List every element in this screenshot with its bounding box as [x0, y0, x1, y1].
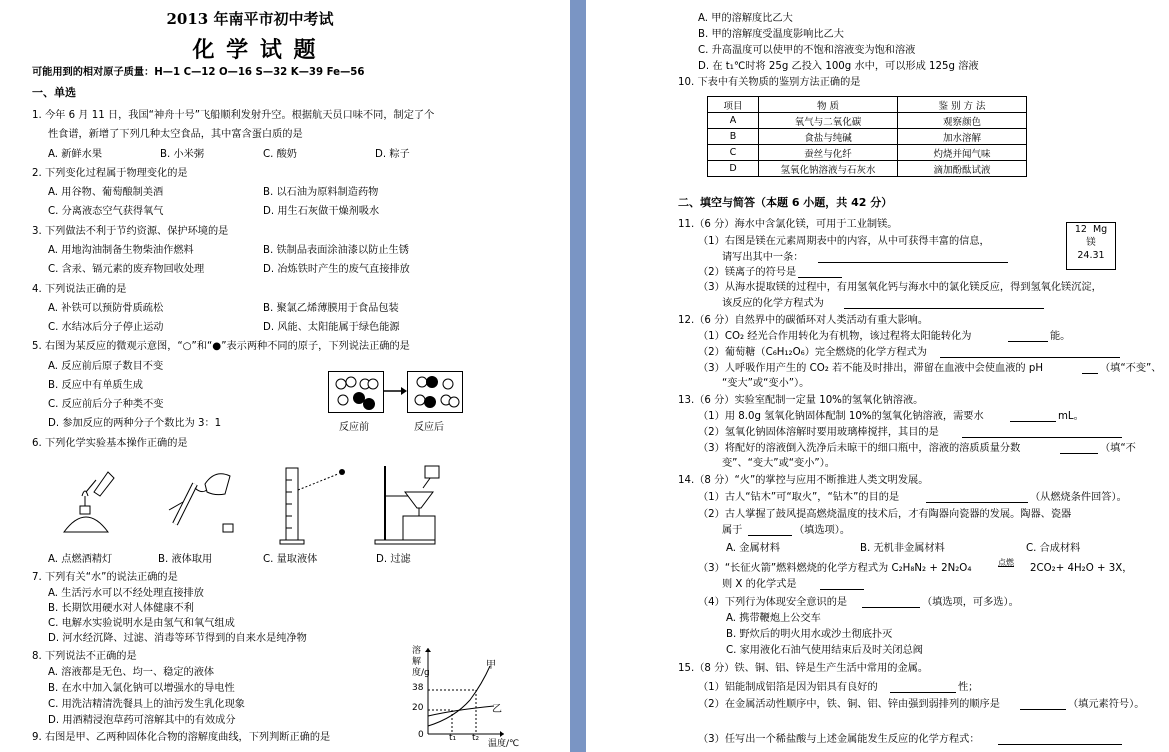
reaction-before-box [328, 371, 384, 413]
q14-part2-option-c: C. 合成材料 [1026, 543, 1081, 554]
q15-part3: （3）任写出一个稀盐酸与上述金属能发生反应的化学方程式： [698, 734, 980, 745]
q5-option-a: A. 反应前后原子数目不变 [48, 361, 164, 372]
q14-part3-products: 2CO₂+ 4H₂O + 3X， [1030, 563, 1133, 574]
q1-stem: 1. 今年 6 月 11 日，我国“神舟十号”飞船顺利发射升空。根据航天员口味不同，制定了个 [32, 110, 435, 121]
q2-option-d: D. 用生石灰做干燥剂吸水 [263, 206, 380, 217]
q8-option-b: B. 在水中加入氯化钠可以增强水的导电性 [48, 683, 235, 694]
element-symbol: Mg [1092, 224, 1108, 235]
q15-part1-end: 性； [958, 682, 979, 693]
q12-part3-blank[interactable] [1082, 362, 1098, 374]
q14-part4-option-c: C. 家用液化石油气使用结束后及时关闭总阀 [726, 645, 923, 656]
q13-part1: （1）用 8.0g 氢氧化钠固体配制 10%的氢氧化钠溶液，需要水 [698, 411, 984, 422]
q12-part2: （2）葡萄糖（C₆H₁₂O₆）完全燃烧的化学方程式为 [698, 347, 927, 358]
q2-stem: 2. 下列变化过程属于物理变化的是 [32, 168, 188, 179]
q6-stem: 6. 下列化学实验基本操作正确的是 [32, 438, 188, 449]
q14-part2-prompt: 属于 [722, 525, 743, 536]
q14-part2: （2）古人掌握了鼓风提高燃烧温度的技术后，才有陶器向瓷器的发展。陶器、瓷器 [698, 509, 1072, 520]
q2-option-b: B. 以石油为原料制造药物 [263, 187, 379, 198]
q11-part1-prompt: 请写出其中一条： [722, 252, 804, 263]
q5-stem: 5. 右图为某反应的微观示意图，“○”和“●”表示两种不同的原子，下列说法正确的是 [32, 341, 410, 352]
table-cell: 食盐与纯碱 [759, 129, 898, 145]
q13-part3-options: （填“不 [1100, 443, 1136, 454]
q12-part1-end: 能。 [1050, 331, 1071, 342]
q11-part1-blank[interactable] [818, 251, 1008, 263]
test-tube-pouring-icon [155, 464, 245, 544]
q4-option-d: D. 风能、太阳能属于绿色能源 [263, 322, 400, 333]
q1-option-b: B. 小米粥 [160, 149, 205, 160]
q15-part3-blank[interactable] [998, 733, 1122, 745]
q12-stem: 12.（6 分）自然界中的碳循环对人类活动有重大影响。 [678, 315, 929, 326]
table-row [708, 129, 1027, 145]
table-cell: 加水溶解 [898, 129, 1027, 145]
q13-part3: （3）将配好的溶液倒入洗净后未晾干的细口瓶中，溶液的溶质质量分数 [698, 443, 1021, 454]
table-row [708, 145, 1027, 161]
chart-series-yi-label: 乙 [492, 704, 502, 715]
q15-part1-blank[interactable] [890, 681, 956, 693]
exam-subject-title: 化 学 试 题 [192, 37, 318, 63]
element-number: 12 [1074, 224, 1087, 235]
q14-part2-option-a: A. 金属材料 [726, 543, 781, 554]
q12-part3: （3）人呼吸作用产生的 CO₂ 若不能及时排出，滞留在血液中会使血液的 pH [698, 363, 1043, 374]
table-cell: D [708, 161, 759, 177]
left-page [0, 0, 570, 752]
q14-part2-option-b: B. 无机非金属材料 [860, 543, 945, 554]
q3-option-b: B. 铁制品表面涂油漆以防止生锈 [263, 245, 409, 256]
q14-part3: （3）“长征火箭”燃料燃烧的化学方程式为 C₂H₈N₂ + 2N₂O₄ [698, 563, 972, 574]
table-cell: 观察颜色 [898, 113, 1027, 129]
q4-option-a: A. 补铁可以预防骨质疏松 [48, 303, 164, 314]
q3-option-d: D. 冶炼铁时产生的废气直接排放 [263, 264, 410, 275]
q8-option-a: A. 溶液都是无色、均一、稳定的液体 [48, 667, 215, 678]
q13-part1-blank[interactable] [1010, 410, 1056, 422]
atomic-mass-line: 可能用到的相对原子质量：H—1 C—12 O—16 S—32 K—39 Fe—56 [32, 67, 365, 78]
q4-option-b: B. 聚氯乙烯薄膜用于食品包装 [263, 303, 399, 314]
product-molecules-icon [408, 372, 462, 412]
chart-tick-t2: t₂ [472, 733, 480, 743]
table-cell: 滴加酚酞试液 [898, 161, 1027, 177]
table-cell: A [708, 113, 759, 129]
reactant-molecules-icon [329, 372, 383, 412]
q9-option-a: A. 甲的溶解度比乙大 [698, 13, 793, 24]
section-two-heading: 二、填空与简答（本题 6 小题，共 42 分） [678, 196, 893, 209]
q11-part3: （3）从海水提取镁的过程中，有用氢氧化钙与海水中的氯化镁反应，得到氢氧化镁沉淀， [698, 282, 1102, 293]
magnesium-element-card [1066, 222, 1116, 270]
q3-option-c: C. 含汞、镉元素的废弃物回收处理 [48, 264, 205, 275]
q6-option-d: D. 过滤 [376, 554, 411, 565]
q14-part4-hint: （填选项，可多选）。 [922, 597, 1019, 608]
filtration-stand-icon [375, 466, 455, 546]
q1-option-a: A. 新鲜水果 [48, 149, 103, 160]
q8-option-d: D. 用酒精浸泡草药可溶解其中的有效成分 [48, 715, 236, 726]
chart-series-jia-label: 甲 [486, 660, 496, 671]
q15-part2-hint: （填元素符号）。 [1068, 699, 1145, 710]
q14-part4-blank[interactable] [862, 596, 920, 608]
q9-stem: 9. 右图是甲、乙两种固体化合物的溶解度曲线，下列判断正确的是 [32, 732, 331, 743]
chart-tick-38: 38 [412, 683, 424, 693]
chart-tick-origin: 0 [418, 730, 424, 740]
reaction-arrow-icon [383, 386, 407, 396]
q3-option-a: A. 用地沟油制备生物柴油作燃料 [48, 245, 194, 256]
q11-part2-blank[interactable] [798, 266, 842, 278]
q15-stem: 15.（8 分）铁、铜、铝、锌是生产生活中常用的金属。 [678, 663, 929, 674]
table-header-row [708, 97, 1027, 113]
q7-option-a: A. 生活污水可以不经处理直接排放 [48, 588, 204, 599]
q14-part3-blank[interactable] [820, 578, 864, 590]
table-header-cell: 鉴 别 方 法 [898, 97, 1027, 113]
table-cell: 蚕丝与化纤 [759, 145, 898, 161]
reaction-after-box [407, 371, 463, 413]
q3-stem: 3. 下列做法不利于节约资源、保护环境的是 [32, 226, 229, 237]
chart-y-label: 溶解度/g [412, 646, 430, 678]
q1-stem-cont: 性食谱，新增了下列几种太空食品，其中富含蛋白质的是 [48, 129, 303, 140]
q13-stem: 13.（6 分）实验室配制一定量 10%的氢氧化钠溶液。 [678, 395, 924, 406]
q11-part2: （2）镁离子的符号是 [698, 267, 797, 278]
q9-option-d: D. 在 t₁℃时将 25g 乙投入 100g 水中，可以形成 125g 溶液 [698, 61, 979, 72]
q13-part2-blank[interactable] [962, 426, 1122, 438]
table-header-cell: 物 质 [759, 97, 898, 113]
chart-tick-20: 20 [412, 703, 424, 713]
q4-option-c: C. 水结冰后分子停止运动 [48, 322, 164, 333]
q14-stem: 14.（8 分）“火”的掌控与应用不断推进人类文明发展。 [678, 475, 929, 486]
q5-option-b: B. 反应中有单质生成 [48, 380, 143, 391]
q15-part1: （1）铝能制成铝箔是因为铝具有良好的 [698, 682, 878, 693]
q11-part3-blank[interactable] [844, 297, 1044, 309]
table-header-cell: 项目 [708, 97, 759, 113]
q7-option-d: D. 河水经沉降、过滤、消毒等环节得到的自来水是纯净物 [48, 633, 307, 644]
q2-option-c: C. 分离液态空气获得氧气 [48, 206, 164, 217]
chart-x-label: 温度/℃ [488, 739, 520, 749]
q6-option-b: B. 液体取用 [158, 554, 213, 565]
q14-part4: （4）下列行为体现安全意识的是 [698, 597, 848, 608]
q13-part2: （2）氢氧化钠固体溶解时要用玻璃棒搅拌，其目的是 [698, 427, 939, 438]
q14-part4-option-a: A. 携带鞭炮上公交车 [726, 613, 821, 624]
series-yi-curve [428, 706, 494, 716]
q14-part1-blank[interactable] [926, 491, 1028, 503]
q11-part1: （1）右图是镁在元素周期表中的内容，从中可获得丰富的信息， [698, 236, 990, 247]
q13-part3-blank[interactable] [1060, 442, 1098, 454]
table-cell: 灼烧并闻气味 [898, 145, 1027, 161]
section-one-heading: 一、单选 [32, 86, 76, 99]
q5-option-d: D. 参加反应的两种分子个数比为 3：1 [48, 418, 222, 429]
q15-part2-blank[interactable] [1020, 698, 1066, 710]
q13-part1-unit: mL。 [1058, 411, 1084, 422]
q9-option-b: B. 甲的溶解度受温度影响比乙大 [698, 29, 844, 40]
graduated-cylinder-icon [276, 468, 366, 548]
q14-part4-option-b: B. 野炊后的明火用水或沙土彻底扑灭 [726, 629, 893, 640]
q1-option-d: D. 粽子 [375, 149, 410, 160]
q11-stem: 11.（6 分）海水中含氯化镁，可用于工业制镁。 [678, 219, 898, 230]
q1-option-c: C. 酸奶 [263, 149, 297, 160]
alcohol-lamp-icon [56, 462, 116, 542]
page-gutter [570, 0, 586, 752]
q10-stem: 10. 下表中有关物质的鉴别方法正确的是 [678, 77, 861, 88]
table-row [708, 161, 1027, 177]
q10-table [707, 96, 1027, 177]
series-jia-curve [428, 666, 490, 726]
table-cell: B [708, 129, 759, 145]
q11-part3-prompt: 该反应的化学方程式为 [722, 298, 824, 309]
right-page [586, 0, 1169, 752]
q12-part1-blank[interactable] [1008, 330, 1048, 342]
q6-option-c: C. 量取液体 [263, 554, 318, 565]
q13-part3-options-cont: 变”、“变大”或“变小”）。 [722, 458, 835, 469]
q14-part2-blank[interactable] [748, 524, 792, 536]
q14-part3-prompt: 则 X 的化学式是 [722, 579, 797, 590]
q12-part2-blank[interactable] [940, 346, 1120, 358]
q12-part3-options: （填“不变”、 [1100, 363, 1162, 374]
q7-stem: 7. 下列有关“水”的说法正确的是 [32, 572, 178, 583]
q9-option-c: C. 升高温度可以使甲的不饱和溶液变为饱和溶液 [698, 45, 916, 56]
q7-option-c: C. 电解水实验说明水是由氢气和氧气组成 [48, 618, 235, 629]
reaction-after-label: 反应后 [414, 422, 444, 433]
table-row [708, 113, 1027, 129]
exam-year-title: 2013 年南平市初中考试 [166, 10, 334, 28]
q8-option-c: C. 用洗洁精清洗餐具上的油污发生乳化现象 [48, 699, 245, 710]
q15-part2: （2）在金属活动性顺序中，铁、铜、铝、锌由强到弱排列的顺序是 [698, 699, 1000, 710]
table-cell: 氢氧化钠溶液与石灰水 [759, 161, 898, 177]
q12-part1: （1）CO₂ 经光合作用转化为有机物，该过程将太阳能转化为 [698, 331, 972, 342]
solubility-chart [424, 648, 514, 743]
q14-part1-hint: （从燃烧条件回答）。 [1030, 492, 1127, 503]
q14-part1: （1）古人“钻木”可“取火”，“钻木”的目的是 [698, 492, 900, 503]
table-cell: C [708, 145, 759, 161]
q7-option-b: B. 长期饮用硬水对人体健康不利 [48, 603, 194, 614]
element-mass: 24.31 [1077, 250, 1105, 261]
q6-option-a: A. 点燃酒精灯 [48, 554, 113, 565]
q14-part2-hint: （填选项）。 [794, 525, 851, 536]
chart-tick-t1: t₁ [449, 733, 457, 743]
q5-option-c: C. 反应前后分子种类不变 [48, 399, 164, 410]
reaction-before-label: 反应前 [339, 422, 369, 433]
q14-reaction-condition: 点燃 [998, 558, 1014, 567]
table-cell: 氧气与二氧化碳 [759, 113, 898, 129]
element-name: 镁 [1086, 237, 1096, 248]
q12-part3-options-cont: “变大”或“变小”）。 [722, 378, 810, 389]
q8-stem: 8. 下列说法不正确的是 [32, 651, 137, 662]
q4-stem: 4. 下列说法正确的是 [32, 284, 127, 295]
q2-option-a: A. 用谷物、葡萄酿制美酒 [48, 187, 164, 198]
